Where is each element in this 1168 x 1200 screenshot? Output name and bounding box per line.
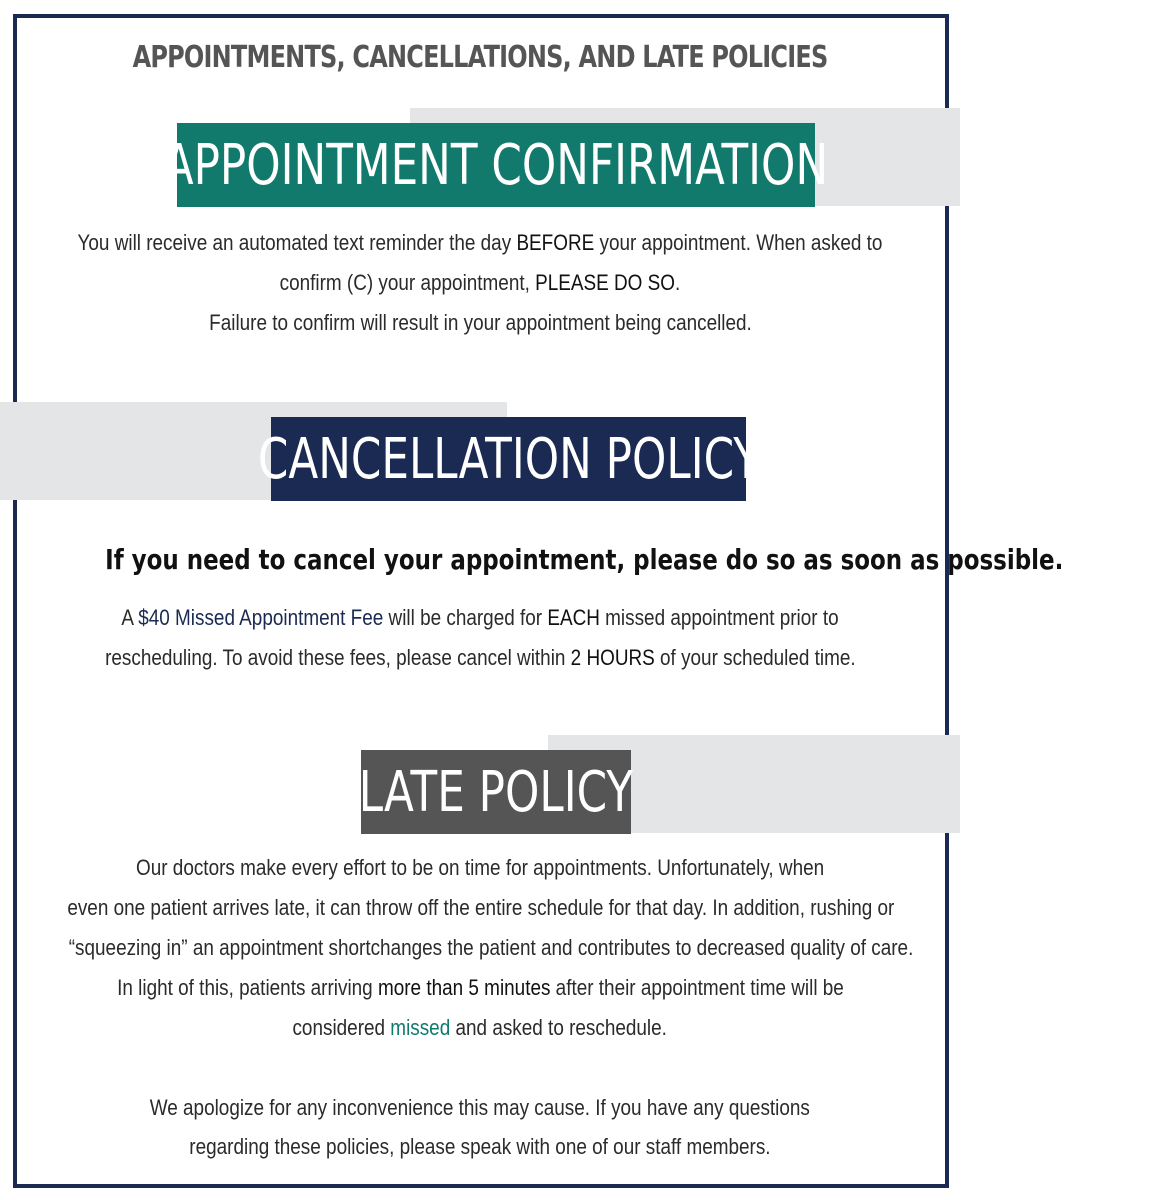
please-do-so-emphasis: PLEASE DO SO bbox=[535, 270, 676, 295]
five-minutes-emphasis: more than 5 minutes bbox=[377, 975, 550, 1000]
before-emphasis: BEFORE bbox=[516, 230, 595, 255]
late-text bbox=[0, 848, 960, 1048]
late-text-part: In light of this, patients arriving bbox=[116, 975, 378, 1000]
cancellation-text-part: rescheduling. To avoid these fees, please cancel within bbox=[104, 645, 571, 670]
late-text-part: “squeezing in” an appointment shortchanges the patient and contributes to decreased quality of care. bbox=[68, 935, 914, 960]
late-text-part: and asked to reschedule. bbox=[450, 1015, 668, 1040]
cancellation-text-part: of your scheduled time. bbox=[654, 645, 856, 670]
cancellation-text-part: will be charged for bbox=[383, 605, 548, 630]
confirmation-text bbox=[0, 223, 960, 343]
confirmation-text-part: . bbox=[675, 270, 681, 295]
late-heading: LATE POLICY bbox=[358, 759, 634, 825]
late-heading-banner bbox=[358, 750, 634, 834]
cancellation-lead-text: If you need to cancel your appointment, please do so as soon as possible. bbox=[105, 543, 1064, 576]
cancellation-heading-banner bbox=[257, 417, 760, 501]
apology-text bbox=[0, 1088, 960, 1166]
missed-emphasis: missed bbox=[390, 1015, 451, 1040]
late-text-part: after their appointment time will be bbox=[549, 975, 844, 1000]
two-hours-emphasis: 2 HOURS bbox=[570, 645, 655, 670]
cancellation-text bbox=[0, 598, 960, 678]
apology-text-part: regarding these policies, please speak with one of our staff members. bbox=[189, 1134, 771, 1159]
confirmation-text-part: confirm (C) your appointment, bbox=[279, 270, 536, 295]
page-title: APPOINTMENTS, CANCELLATIONS, AND LATE POLICIES bbox=[132, 40, 828, 75]
confirmation-text-part: You will receive an automated text reminder the day bbox=[77, 230, 517, 255]
cancellation-lead bbox=[0, 543, 1064, 576]
cancellation-text-part: missed appointment prior to bbox=[599, 605, 839, 630]
cancellation-text-part: A bbox=[121, 605, 139, 630]
missed-fee-emphasis: $40 Missed Appointment Fee bbox=[138, 605, 384, 630]
late-text-part: Our doctors make every effort to be on time for appointments. Unfortunately, when bbox=[135, 855, 825, 880]
late-text-part: considered bbox=[292, 1015, 391, 1040]
confirmation-heading-banner bbox=[163, 123, 829, 207]
each-emphasis: EACH bbox=[547, 605, 600, 630]
confirmation-text-part: your appointment. When asked to bbox=[594, 230, 883, 255]
apology-text-part: We apologize for any inconvenience this may cause. If you have any questions bbox=[149, 1095, 811, 1120]
late-text-part: even one patient arrives late, it can throw off the entire schedule for that day. In addition, rushing or bbox=[67, 895, 895, 920]
confirmation-text-part: Failure to confirm will result in your appointment being cancelled. bbox=[208, 310, 752, 335]
cancellation-heading: CANCELLATION POLICY bbox=[257, 426, 760, 492]
confirmation-heading: APPOINTMENT CONFIRMATION bbox=[163, 132, 829, 198]
